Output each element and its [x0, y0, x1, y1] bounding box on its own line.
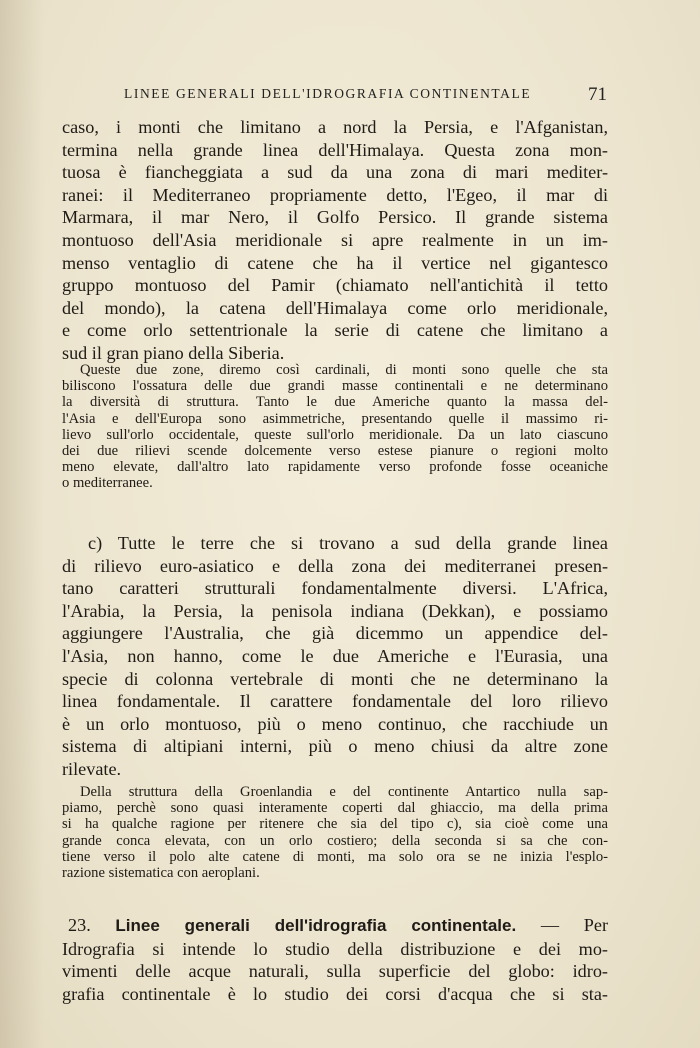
text-line: si ha qualche ragione per ritenere che sia del tipo c), sia cioè come una	[62, 816, 608, 833]
text-line: tiene verso il polo alte catene di monti, ma solo ora se ne inizia l'esplo-	[62, 848, 608, 865]
text-line: è un orlo montuoso, più o meno continuo, che racchiude un	[62, 713, 608, 734]
section-title: Linee generali dell'idrografia continentale.	[115, 916, 517, 935]
text-line: di rilievo euro-asiatico e della zona dei mediterranei presen-	[62, 555, 608, 576]
text-line: razione sistematica con aeroplani.	[62, 865, 260, 882]
text-line: l'Arabia, la Persia, la penisola indiana (Dekkan), e possiamo	[62, 600, 608, 621]
paragraph-2	[62, 532, 608, 781]
text-line: del mondo), la catena dell'Himalaya come orlo meridionale,	[62, 297, 608, 318]
text-line: tano caratteri strutturali fondamentalmente diversi. L'Africa,	[62, 578, 608, 599]
text-line: rilevate.	[62, 758, 122, 779]
text-line: grande conca elevata, con un orlo costiero; della seconda si sa che con-	[62, 832, 608, 849]
text-line: dei due rilievi scende dolcemente verso estese pianure o regioni molto	[62, 443, 608, 460]
text-line: piamo, perchè sono quasi interamente coperti dal ghiaccio, ma della prima	[62, 800, 608, 817]
text-line: lievo sull'orlo occidentale, queste sull'orlo meridionale. Da un lato ciascuno	[62, 426, 608, 443]
footnote-paragraph-2	[62, 784, 608, 881]
text-line: Idrografia si intende lo studio della distribuzione e dei mo-	[62, 938, 608, 959]
text-line: specie di colonna vertebrale di monti che ne determinano la	[62, 668, 608, 689]
text-line: gruppo montuoso del Pamir (chiamato nell'antichità il tetto	[62, 275, 608, 296]
text-line: sistema di altipiani interni, più o meno chiusi da altre zone	[62, 736, 608, 757]
text-line: grafia continentale è lo studio dei corsi d'acqua che si sta-	[62, 983, 608, 1004]
text-line: linea fondamentale. Il carattere fondamentale del loro rilievo	[62, 691, 608, 712]
text-line: meno elevate, dall'altro lato rapidamente verso profonde fosse oceaniche	[62, 459, 608, 476]
section-23	[62, 914, 608, 1005]
text-line: aggiungere l'Australia, che già dicemmo un appendice del-	[62, 623, 608, 644]
text-line: biliscono l'ossatura delle due grandi masse continentali e ne determinano	[62, 378, 608, 395]
section-heading-line	[62, 914, 608, 938]
section-heading-continuation: — Per	[540, 915, 608, 935]
text-line: sud il gran piano della Siberia.	[62, 342, 285, 363]
text-line: termina nella grande linea dell'Himalaya. Questa zona mon-	[62, 139, 608, 160]
footnote-paragraph-1	[62, 362, 608, 492]
text-line: l'Asia, non hanno, come le due Americhe e l'Eurasia, una	[62, 645, 608, 666]
text-line: Marmara, il mar Nero, il Golfo Persico. Il grande sistema	[62, 207, 608, 228]
text-line: c) Tutte le terre che si trovano a sud della grande linea	[88, 533, 608, 553]
text-line: ranei: il Mediterraneo propriamente detto, l'Egeo, il mar di	[62, 184, 608, 205]
page-number: 71	[588, 84, 607, 105]
text-line: o mediterranee.	[62, 475, 153, 492]
text-line: la diversità di struttura. Tanto le due Americhe quanto la massa del-	[62, 394, 608, 411]
text-line: tuosa è fiancheggiata a sud da una zona di mari mediter-	[62, 162, 608, 183]
text-line: l'Asia e dell'Europa sono asimmetriche, presentando quelle il massimo ri-	[62, 410, 608, 427]
text-line: Queste due zone, diremo così cardinali, di monti sono quelle che sta	[80, 362, 608, 378]
text-line: e come orlo settentrionale la serie di catene che limitano a	[62, 320, 608, 341]
running-header: LINEE GENERALI DELL'IDROGRAFIA CONTINENTALE	[124, 86, 532, 101]
text-line: montuoso dell'Asia meridionale si apre realmente in un im-	[62, 229, 608, 250]
page-binding-shadow	[0, 0, 44, 1048]
text-line: Della struttura della Groenlandia e del continente Antartico nulla sap-	[80, 784, 608, 800]
paragraph-1	[62, 116, 608, 365]
text-line: vimenti delle acque naturali, sulla superficie del globo: idro-	[62, 961, 608, 982]
section-number: 23.	[68, 915, 91, 935]
text-line: caso, i monti che limitano a nord la Persia, e l'Afganistan,	[62, 117, 608, 137]
text-line: menso ventaglio di catene che ha il vertice nel gigantesco	[62, 252, 608, 273]
